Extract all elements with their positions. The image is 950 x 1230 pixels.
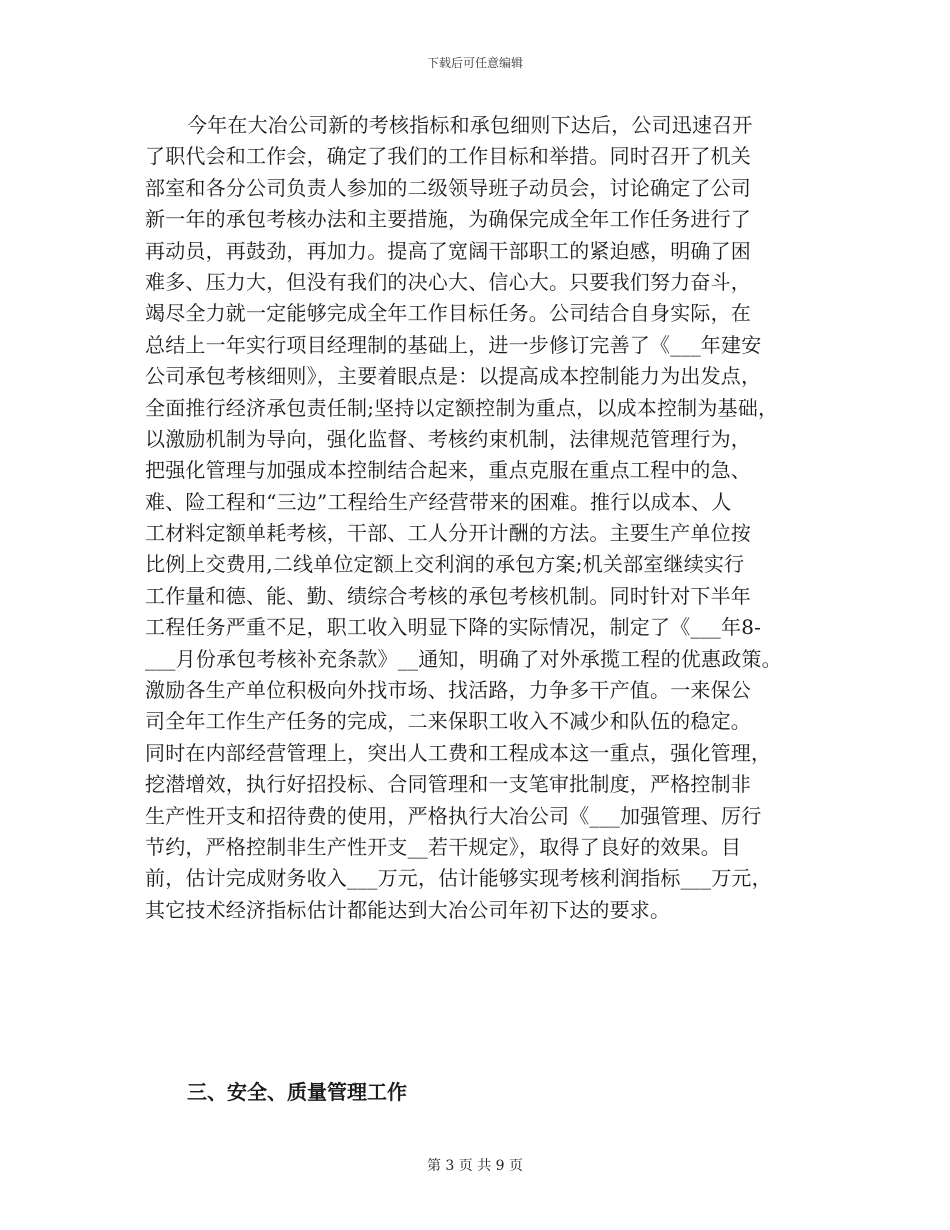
- body-line: 以激励机制为导向，强化监督、考核约束机制，法律规范管理行为，: [145, 426, 751, 451]
- body-line: 司全年工作生产任务的完成，二来保职工收入不减少和队伍的稳定。: [145, 709, 751, 734]
- body-line: 工程任务严重不足，职工收入明显下降的实际情况，制定了《___年8-: [145, 615, 762, 640]
- body-line: 部室和各分公司负责人参加的二级领导班子动员会，讨论确定了公司: [145, 175, 751, 200]
- body-line: 前，估计完成财务收入___万元，估计能够实现考核利润指标___万元，: [145, 866, 772, 891]
- body-line: 把强化管理与加强成本控制结合起来，重点克服在重点工程中的急、: [145, 458, 751, 483]
- body-line: 生产性开支和招待费的使用，严格执行大冶公司《___加强管理、厉行: [145, 803, 762, 828]
- section-heading: 三、安全、质量管理工作: [187, 1080, 407, 1104]
- body-line: 比例上交费用,二线单位定额上交利润的承包方案;机关部室继续实行: [145, 552, 745, 577]
- page-number: 第 3 页 共 9 页: [426, 1158, 524, 1174]
- body-line: 今年在大冶公司新的考核指标和承包细则下达后，公司迅速召开: [187, 113, 753, 137]
- body-line: 竭尽全力就一定能够完成全年工作目标任务。公司结合自身实际，在: [145, 301, 751, 326]
- document-body: [145, 110, 825, 926]
- body-line: 工作量和德、能、勤、绩综合考核的承包考核机制。同时针对下半年: [145, 583, 751, 608]
- body-line: ___月份承包考核补充条款》__通知，明确了对外承揽工程的优惠政策。: [145, 646, 782, 671]
- page-header-note: 下载后可任意编辑: [426, 56, 523, 70]
- body-line: 同时在内部经营管理上，突出人工费和工程成本这一重点，强化管理，: [145, 740, 772, 765]
- body-line: 新一年的承包考核办法和主要措施，为确保完成全年工作任务进行了: [145, 207, 751, 232]
- body-line: 节约，严格控制非生产性开支__若干规定》，取得了良好的效果。目: [145, 834, 742, 859]
- body-line: 工材料定额单耗考核，干部、工人分开计酬的方法。主要生产单位按: [145, 521, 751, 546]
- body-line: 难多、压力大，但没有我们的决心大、信心大。只要我们努力奋斗，: [145, 269, 751, 294]
- body-line: 公司承包考核细则》，主要着眼点是：以提高成本控制能力为出发点，: [145, 364, 762, 389]
- body-line: 挖潜增效，执行好招投标、合同管理和一支笔审批制度，严格控制非: [145, 772, 751, 797]
- body-line: 激励各生产单位积极向外找市场、找活路，力争多干产值。一来保公: [145, 678, 751, 703]
- body-line: 其它技术经济指标估计都能达到大冶公司年初下达的要求。: [145, 897, 671, 922]
- body-line: 再动员，再鼓劲，再加力。提高了宽阔干部职工的紧迫感，明确了困: [145, 238, 751, 263]
- body-line: 全面推行经济承包责任制;坚持以定额控制为重点，以成本控制为基础，: [145, 395, 779, 420]
- body-line: 总结上一年实行项目经理制的基础上，进一步修订完善了《___年建安: [145, 332, 762, 357]
- body-line: 难、险工程和“三边”工程给生产经营带来的困难。推行以成本、人: [145, 489, 732, 514]
- body-line: 了职代会和工作会，确定了我们的工作目标和举措。同时召开了机关: [145, 144, 751, 169]
